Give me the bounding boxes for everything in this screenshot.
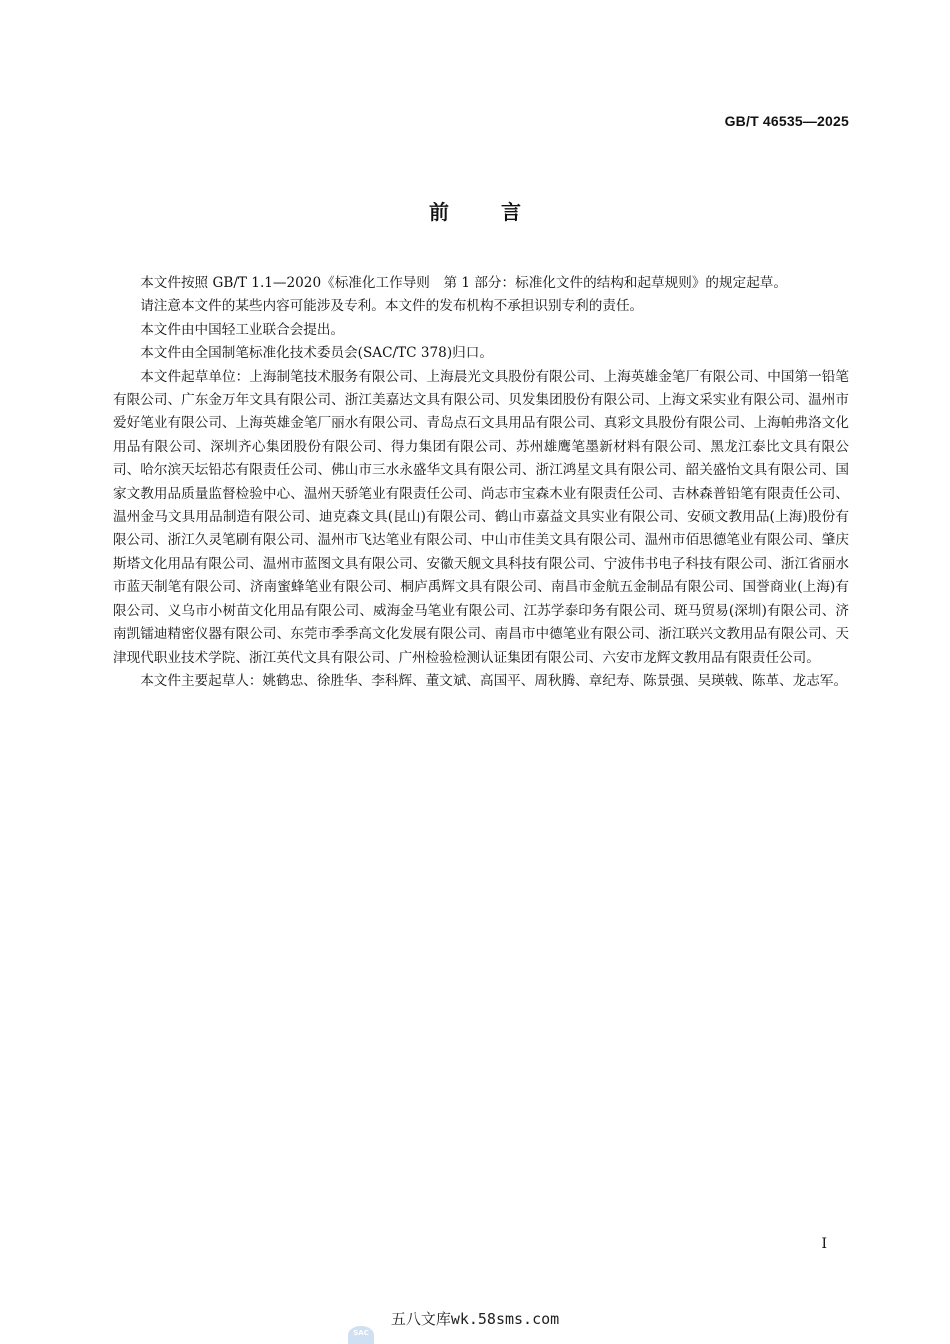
paragraph-proposer: 本文件由中国轻工业联合会提出。	[140, 321, 345, 338]
title-char-2: 言	[501, 200, 521, 224]
standard-code: GB/T 46535—2025	[724, 113, 849, 129]
paragraph-committee: 本文件由全国制笔标准化技术委员会(SAC/TC 378)归口。	[140, 345, 493, 362]
paragraph-patent-notice: 请注意本文件的某些内容可能涉及专利。本文件的发布机构不承担识别专利的责任。	[140, 298, 644, 315]
foreword-body	[113, 272, 849, 693]
paragraph-drafting-rules: 本文件按照 GB/T 1.1—2020《标准化工作导则 第 1 部分：标准化文件的结构和起草规则》的规定起草。	[140, 275, 787, 291]
paragraph-drafters: 本文件主要起草人：姚鹤忠、徐胜华、李科辉、董文斌、高国平、周秋腾、章纪寿、陈景强、吴瑛戟、陈革、龙志军。	[140, 672, 848, 689]
footer-watermark[interactable]: 五八文库wk.58sms.com	[390, 1310, 560, 1328]
sac-logo-icon: SAC	[348, 1326, 374, 1344]
title-char-1: 前	[429, 200, 449, 224]
page-title	[0, 196, 950, 225]
paragraph-drafting-units: 本文件起草单位：上海制笔技术服务有限公司、上海晨光文具股份有限公司、上海英雄金笔厂有限公司、中国第一铅笔有限公司、广东金万年文具有限公司、浙江美嘉达文具有限公司、贝发集团股份有限公司、上海文采实业有限公司、温州市爱好笔业有限公司、上海英雄金笔厂丽水有限公司、青岛点石文具用品有限公司、真彩文具股份有限公司、上海帕弗洛文化用品有限公司、深圳齐心集团股份有限公司、得力集团有限公司、苏州雄鹰笔墨新材料有限公司、黑龙江泰比文具有限公司、哈尔滨天坛铅芯有限责任公司、佛山市三水永盛华文具有限公司、浙江鸿星文具有限公司、韶关盛怡文具有限公司、国家文教用品质量监督检验中心、温州天骄笔业有限责任公司、尚志市宝森木业有限责任公司、吉林森普铅笔有限责任公司、温州金马文具用品制造有限公司、迪克森文具(昆山)有限公司、鹤山市嘉益文具实业有限公司、安硕文教用品(上海)股份有限公司、浙江久灵笔刷有限公司、温州市飞达笔业有限公司、中山市佳美文具有限公司、温州市佰思德笔业有限公司、肇庆斯塔文化用品有限公司、温州市蓝图文具有限公司、安徽天舰文具科技有限公司、宁波伟书电子科技有限公司、浙江省丽水市蓝天制笔有限公司、济南蜜蜂笔业有限公司、桐庐禹辉文具有限公司、南昌市金航五金制品有限公司、国誉商业(上海)有限公司、义乌市小树苗文化用品有限公司、威海金马笔业有限公司、江苏学泰印务有限公司、斑马贸易(深圳)有限公司、济南凯镭迪精密仪器有限公司、东莞市季季高文化发展有限公司、南昌市中德笔业有限公司、浙江联兴文教用品有限公司、天津现代职业技术学院、浙江英代文具有限公司、广州检验检测认证集团有限公司、六安市龙辉文教用品有限责任公司。	[113, 368, 849, 666]
page-number: I	[821, 1236, 827, 1252]
